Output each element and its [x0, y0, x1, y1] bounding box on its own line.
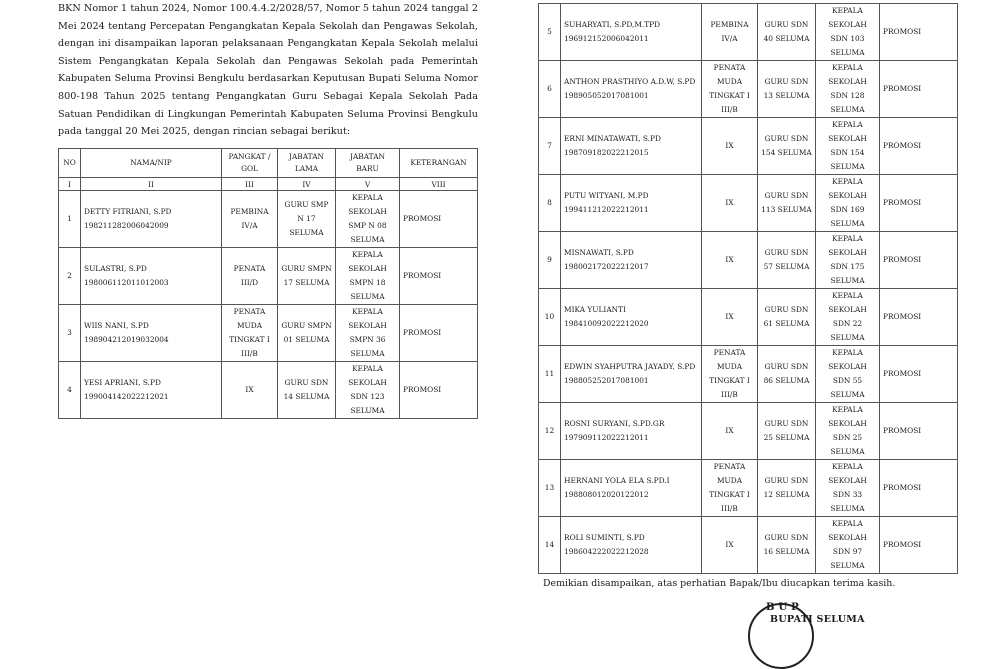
table-row [539, 4, 958, 61]
teacher-nip: 198805252017081001 [564, 376, 649, 385]
table-header-row [59, 149, 478, 178]
teacher-nip: 198905052017081001 [564, 91, 649, 100]
closing-statement: Demikian disampaikan, atas perhatian Bapak/Ibu diucapkan terima kasih. [543, 578, 896, 589]
table-roman-row [59, 178, 478, 191]
teacher-name: ERNI MINATAWATI, S.PD [564, 134, 661, 143]
teacher-name: YESI APRIANI, S.PD [84, 378, 161, 387]
row-number: 3 [59, 305, 81, 362]
roman-numeral: VIII [400, 178, 478, 191]
row-number: 5 [539, 4, 561, 61]
col-header-jabatan-lama: JABATAN LAMA [278, 149, 336, 178]
table-row [59, 362, 478, 419]
signature-title: BUPATI SELUMA [770, 614, 865, 625]
row-number: 10 [539, 289, 561, 346]
row-number: 4 [59, 362, 81, 419]
new-position: KEPALA SEKOLAH SDN 97 SELUMA [816, 517, 880, 574]
remarks: PROMOSI [880, 118, 958, 175]
teacher-table-part-1 [58, 148, 478, 419]
roman-numeral: IV [278, 178, 336, 191]
teacher-nip: 199411212022212011 [564, 205, 649, 214]
teacher-name-nip [561, 403, 702, 460]
teacher-name-nip [561, 460, 702, 517]
new-position: KEPALA SEKOLAH SDN 123 SELUMA [336, 362, 400, 419]
previous-position: GURU SMP N 17 SELUMA [278, 191, 336, 248]
table-row [539, 517, 958, 574]
teacher-name: SUHARYATI, S.PD,M.TPD [564, 20, 661, 29]
rank-grade: IX [702, 232, 758, 289]
new-position: KEPALA SEKOLAH SDN 175 SELUMA [816, 232, 880, 289]
table-body-part-1 [59, 191, 478, 419]
teacher-nip: 198808012020122012 [564, 490, 649, 499]
row-number: 11 [539, 346, 561, 403]
new-position: KEPALA SEKOLAH SMPN 18 SELUMA [336, 248, 400, 305]
remarks: PROMOSI [880, 289, 958, 346]
remarks: PROMOSI [400, 362, 478, 419]
col-header-keterangan: KETERANGAN [400, 149, 478, 178]
previous-position: GURU SDN 25 SELUMA [758, 403, 816, 460]
teacher-name: ROLI SUMINTI, S.PD [564, 533, 645, 542]
remarks: PROMOSI [880, 517, 958, 574]
teacher-name-nip [561, 118, 702, 175]
table-row [59, 248, 478, 305]
teacher-name: WIIS NANI, S.PD [84, 321, 149, 330]
teacher-nip: 198211282006042009 [84, 221, 169, 230]
rank-grade: PEMBINA IV/A [222, 191, 278, 248]
previous-position: GURU SDN 12 SELUMA [758, 460, 816, 517]
teacher-nip: 197909112022212011 [564, 433, 649, 442]
row-number: 8 [539, 175, 561, 232]
rank-grade: PEMBINA IV/A [702, 4, 758, 61]
teacher-name-nip [561, 289, 702, 346]
teacher-name: HERNANI YOLA ELA S.PD.I [564, 476, 670, 485]
intro-paragraph: BKN Nomor 1 tahun 2024, Nomor 100.4.4.2/2028/57, Nomor 5 tahun 2024 tanggal 2 Mei 2024 tentang Percepatan Pengangkatan Kepala Sekolah dan Pengawas Sekolah, dengan ini disampaikan laporan pelaksanaan Pengangkatan Kepala Sekolah melalui Sistem Pengangkatan Kepala Sekolah dan Pengawas Sekolah pada Pemerintah Kabupaten Seluma Provinsi Bengkulu berdasarkan Keputusan Bupati Seluma Nomor 800-198 Tahun 2025 tentang Pengangkatan Guru Sebagai Kepala Sekolah Pada Satuan Pendidikan di Lingkungan Pemerintah Kabupaten Seluma Provinsi Bengkulu pada tanggal 20 Mei 2025, dengan rincian sebagai berikut: [58, 3, 478, 138]
new-position: KEPALA SEKOLAH SDN 33 SELUMA [816, 460, 880, 517]
teacher-name-nip [561, 61, 702, 118]
rank-grade: IX [702, 517, 758, 574]
new-position: KEPALA SEKOLAH SDN 103 SELUMA [816, 4, 880, 61]
row-number: 9 [539, 232, 561, 289]
remarks: PROMOSI [400, 305, 478, 362]
teacher-name-nip [561, 175, 702, 232]
roman-numeral: I [59, 178, 81, 191]
new-position: KEPALA SEKOLAH SDN 25 SELUMA [816, 403, 880, 460]
remarks: PROMOSI [880, 346, 958, 403]
remarks: PROMOSI [880, 4, 958, 61]
teacher-name: MIKA YULIANTI [564, 305, 626, 314]
remarks: PROMOSI [880, 61, 958, 118]
teacher-name-nip [81, 362, 222, 419]
teacher-table-part-2 [538, 3, 958, 574]
new-position: KEPALA SEKOLAH SDN 154 SELUMA [816, 118, 880, 175]
teacher-name: MISNAWATI, S.PD [564, 248, 634, 257]
rank-grade: PENATA MUDA TINGKAT I III/B [222, 305, 278, 362]
roman-numeral: V [336, 178, 400, 191]
col-header-nama: NAMA/NIP [81, 149, 222, 178]
rank-grade: IX [702, 175, 758, 232]
previous-position: GURU SDN 13 SELUMA [758, 61, 816, 118]
new-position: KEPALA SEKOLAH SDN 55 SELUMA [816, 346, 880, 403]
table-row [539, 175, 958, 232]
roman-numeral: II [81, 178, 222, 191]
previous-position: GURU SDN 113 SELUMA [758, 175, 816, 232]
row-number: 14 [539, 517, 561, 574]
seal-lettering: BUP [766, 602, 803, 613]
table-body-part-2 [539, 4, 958, 574]
new-position: KEPALA SEKOLAH SMP N 08 SELUMA [336, 191, 400, 248]
teacher-name-nip [81, 191, 222, 248]
rank-grade: IX [702, 289, 758, 346]
teacher-name-nip [561, 4, 702, 61]
rank-grade: IX [702, 118, 758, 175]
previous-position: GURU SDN 86 SELUMA [758, 346, 816, 403]
new-position: KEPALA SEKOLAH SDN 128 SELUMA [816, 61, 880, 118]
table-row [59, 305, 478, 362]
remarks: PROMOSI [880, 460, 958, 517]
teacher-name: PUTU WITYANI, M.PD [564, 191, 649, 200]
teacher-nip: 199004142022212021 [84, 392, 169, 401]
teacher-name-nip [561, 346, 702, 403]
teacher-nip: 198709182022212015 [564, 148, 649, 157]
remarks: PROMOSI [400, 191, 478, 248]
remarks: PROMOSI [880, 175, 958, 232]
rank-grade: PENATA MUDA TINGKAT I III/B [702, 346, 758, 403]
rank-grade: PENATA MUDA TINGKAT I III/B [702, 460, 758, 517]
rank-grade: IX [702, 403, 758, 460]
teacher-name: SULASTRI, S.PD [84, 264, 147, 273]
previous-position: GURU SDN 14 SELUMA [278, 362, 336, 419]
col-header-pangkat: PANGKAT / GOL [222, 149, 278, 178]
teacher-name-nip [81, 248, 222, 305]
teacher-name: ROSNI SURYANI, S.PD.GR [564, 419, 665, 428]
rank-grade: IX [222, 362, 278, 419]
remarks: PROMOSI [880, 232, 958, 289]
rank-grade: PENATA III/D [222, 248, 278, 305]
teacher-name: EDWIN SYAHPUTRA JAYADY, S.PD [564, 362, 696, 371]
col-header-no: NO [59, 149, 81, 178]
previous-position: GURU SMPN 01 SELUMA [278, 305, 336, 362]
previous-position: GURU SDN 154 SELUMA [758, 118, 816, 175]
teacher-name-nip [561, 517, 702, 574]
roman-numeral: III [222, 178, 278, 191]
rank-grade: PENATA MUDA TINGKAT I III/B [702, 61, 758, 118]
previous-position: GURU SMPN 17 SELUMA [278, 248, 336, 305]
table-row [539, 403, 958, 460]
new-position: KEPALA SEKOLAH SMPN 36 SELUMA [336, 305, 400, 362]
table-row [59, 191, 478, 248]
teacher-nip: 198002172022212017 [564, 262, 649, 271]
remarks: PROMOSI [880, 403, 958, 460]
table-row [539, 346, 958, 403]
teacher-name: ANTHON PRASTHIYO A.D.W, S.PD [564, 77, 696, 86]
teacher-nip: 198604222022212028 [564, 547, 649, 556]
teacher-nip: 198006112011012003 [84, 278, 169, 287]
teacher-nip: 198410092022212020 [564, 319, 649, 328]
teacher-nip: 198904212019032004 [84, 335, 169, 344]
previous-position: GURU SDN 61 SELUMA [758, 289, 816, 346]
previous-position: GURU SDN 40 SELUMA [758, 4, 816, 61]
col-header-jabatan-baru: JABATAN BARU [336, 149, 400, 178]
new-position: KEPALA SEKOLAH SDN 169 SELUMA [816, 175, 880, 232]
teacher-name-nip [561, 232, 702, 289]
teacher-name-nip [81, 305, 222, 362]
table-row [539, 232, 958, 289]
table-row [539, 118, 958, 175]
previous-position: GURU SDN 16 SELUMA [758, 517, 816, 574]
previous-position: GURU SDN 57 SELUMA [758, 232, 816, 289]
row-number: 12 [539, 403, 561, 460]
row-number: 6 [539, 61, 561, 118]
row-number: 2 [59, 248, 81, 305]
remarks: PROMOSI [400, 248, 478, 305]
row-number: 1 [59, 191, 81, 248]
row-number: 7 [539, 118, 561, 175]
table-row [539, 61, 958, 118]
document-left-column [58, 0, 478, 141]
table-row [539, 289, 958, 346]
teacher-nip: 196912152006042011 [564, 34, 649, 43]
row-number: 13 [539, 460, 561, 517]
new-position: KEPALA SEKOLAH SDN 22 SELUMA [816, 289, 880, 346]
table-row [539, 460, 958, 517]
teacher-name: DETTY FITRIANI, S.PD [84, 207, 172, 216]
